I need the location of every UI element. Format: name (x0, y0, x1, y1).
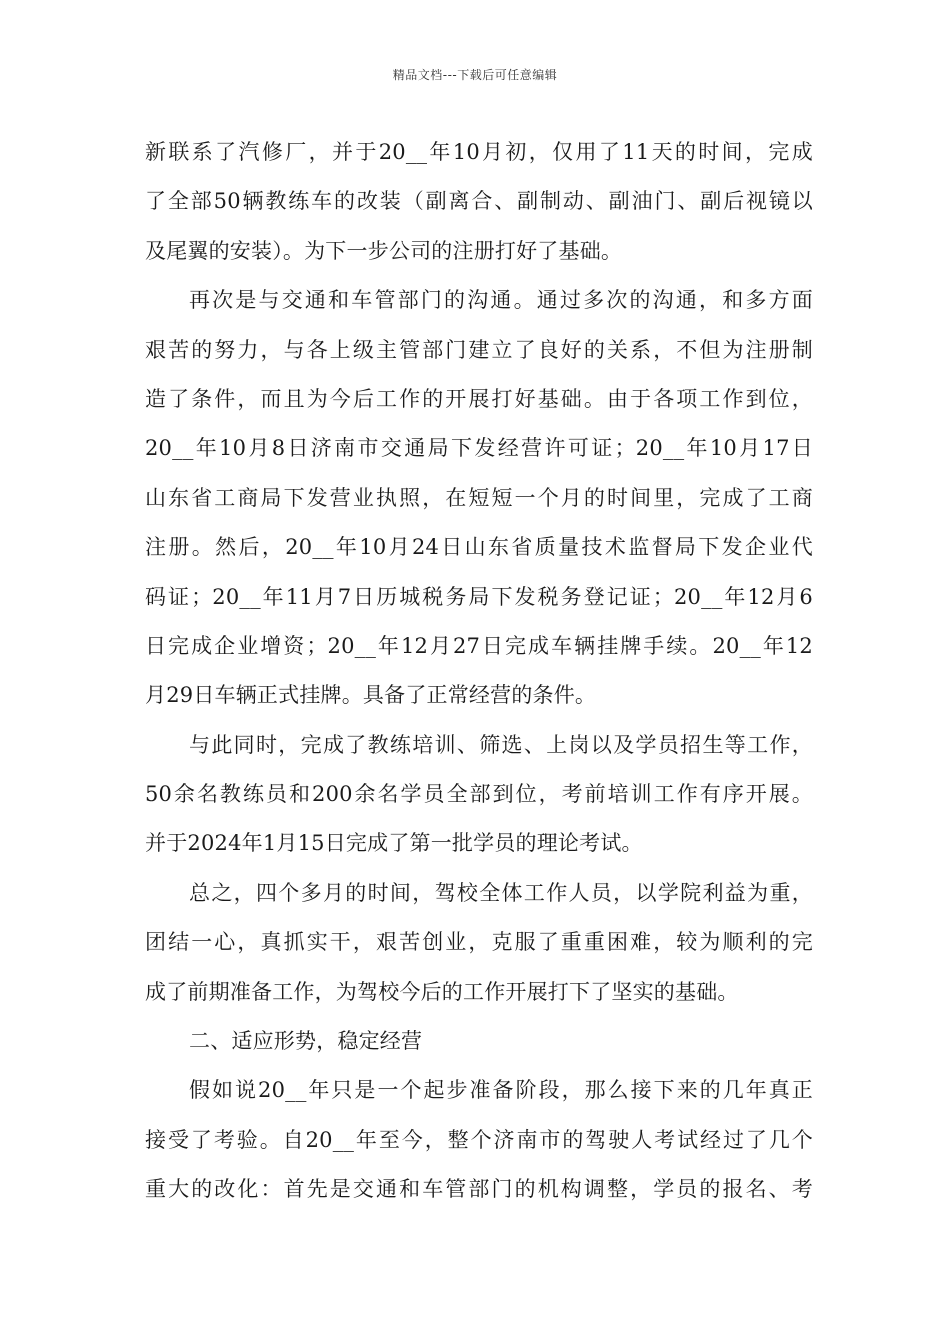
text-line: 造了条件，而且为今后工作的开展打好基础。由于各项工作到位， (145, 386, 813, 411)
text-line: 新联系了汽修厂，并于20__年10月初，仅用了11天的时间，完成 (145, 140, 813, 164)
text-line: 并于2024年1月15日完成了第一批学员的理论考试。 (145, 831, 643, 856)
text-line: 月29日车辆正式挂牌。具备了正常经营的条件。 (145, 683, 597, 708)
text-line: 假如说20__年只是一个起步准备阶段，那么接下来的几年真正 (189, 1078, 813, 1103)
text-line: 日完成企业增资；20__年12月27日完成车辆挂牌手续。20__年12 (145, 633, 813, 658)
text-line: 及尾翼的安装）。为下一步公司的注册打好了基础。 (145, 238, 623, 263)
text-line: 艰苦的努力，与各上级主管部门建立了良好的关系，不但为注册制 (145, 337, 813, 362)
text-line: 团结一心，真抓实干，艰苦创业，克服了重重困难，较为顺利的完 (145, 930, 813, 955)
text-line: 50余名教练员和200余名学员全部到位，考前培训工作有序开展。 (145, 782, 813, 807)
text-line: 成了前期准备工作，为驾校今后的工作开展打下了坚实的基础。 (145, 979, 739, 1004)
page-header: 精品文档---下载后可任意编辑 (392, 68, 558, 82)
text-line: 20__年10月8日济南市交通局下发经营许可证；20__年10月17日 (145, 436, 813, 461)
text-line: 接受了考验。自20__年至今，整个济南市的驾驶人考试经过了几个 (145, 1127, 813, 1152)
text-line: 了全部50辆教练车的改装（副离合、副制动、副油门、副后视镜以 (145, 189, 813, 214)
text-line: 注册。然后，20__年10月24日山东省质量技术监督局下发企业代 (145, 535, 813, 560)
text-line: 码证；20__年11月7日历城税务局下发税务登记证；20__年12月6 (145, 584, 813, 609)
text-line: 重大的改化：首先是交通和车管部门的机构调整，学员的报名、考 (145, 1177, 813, 1202)
text-line: 再次是与交通和车管部门的沟通。通过多次的沟通，和多方面 (189, 288, 813, 313)
text-line: 总之，四个多月的时间，驾校全体工作人员，以学院利益为重， (189, 880, 813, 905)
section-heading: 二、适应形势，稳定经营 (189, 1029, 423, 1054)
document-body (145, 128, 813, 1215)
text-line: 与此同时，完成了教练培训、筛选、上岗以及学员招生等工作， (189, 732, 813, 757)
text-line: 山东省工商局下发营业执照，在短短一个月的时间里，完成了工商 (145, 485, 813, 510)
